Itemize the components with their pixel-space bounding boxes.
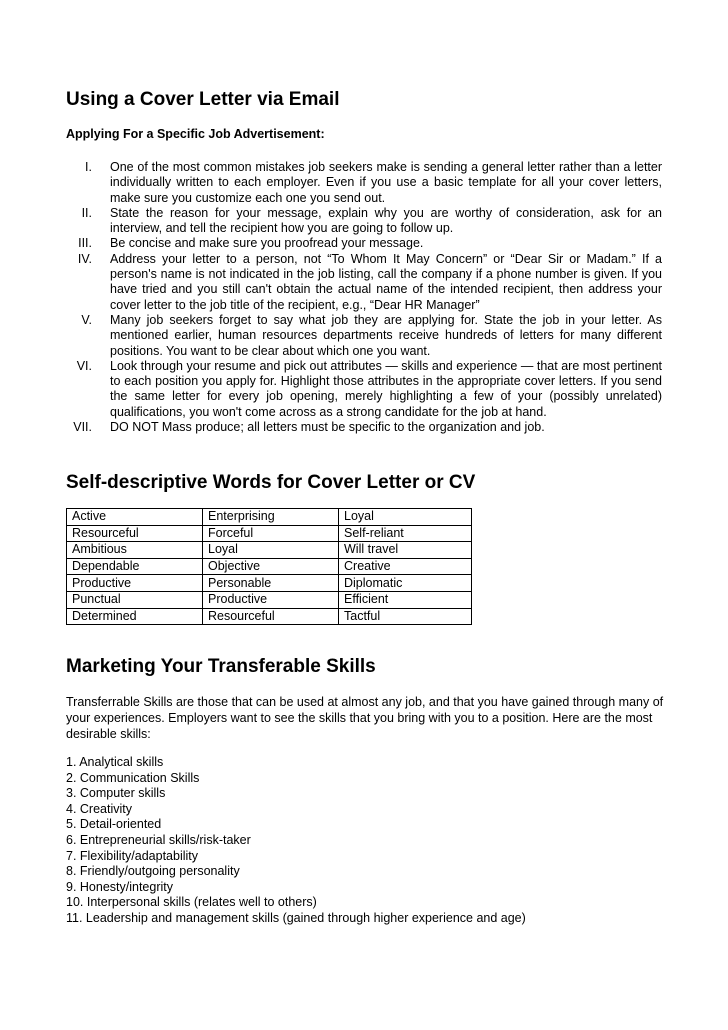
table-cell: Punctual: [67, 591, 203, 608]
list-item: 9. Honesty/integrity: [66, 879, 173, 894]
table-row: [67, 509, 472, 526]
list-item: [62, 160, 662, 206]
table-row: [67, 608, 472, 625]
self-descriptive-words-table: [66, 508, 472, 625]
list-item-text: DO NOT Mass produce; all letters must be specific to the organization and job.: [110, 420, 545, 435]
list-item: 3. Computer skills: [66, 786, 166, 801]
skills-intro-paragraph: Transferrable Skills are those that can be used at almost any job, and that you have gained through many of your experiences. Employers want to see the skills that you bring with you to a position. Here are the most desirable skills:: [66, 695, 664, 741]
table-cell: Loyal: [203, 542, 339, 559]
list-item: 1. Analytical skills: [66, 755, 164, 769]
list-item-number: I.: [85, 160, 92, 174]
list-item: [62, 420, 662, 435]
list-item-number: VI.: [76, 358, 92, 373]
list-item-number: V.: [81, 312, 92, 327]
list-item-number: III.: [78, 236, 92, 251]
skills-list: [66, 755, 526, 927]
list-item-text: One of the most common mistakes job seekers make is sending a general letter rather than a letter individually written to each employer. Even if you use a basic template for all your cover letters, make sure you customize each one you send out.: [110, 160, 662, 205]
subheading-specific-job: Applying For a Specific Job Advertisement:: [66, 127, 325, 141]
list-item: 4. Creativity: [66, 801, 132, 816]
table-cell: Productive: [67, 575, 203, 592]
list-item: [62, 206, 662, 237]
list-item-text: Look through your resume and pick out attributes — skills and experience — that are most pertinent to each position you apply for. Highlight those attributes in the appropriate cover letters. If you send the same letter for every job opening, merely highlighting a few of your (possibly unrelated) qualifications, you won't come across as a strong candidate for the job at hand.: [110, 358, 662, 419]
table-row: [67, 591, 472, 608]
list-item: [62, 252, 662, 313]
table-cell: Objective: [203, 558, 339, 575]
table-row: [67, 525, 472, 542]
table-cell: Forceful: [203, 525, 339, 542]
table-cell: Self-reliant: [339, 525, 472, 542]
table-cell: Efficient: [339, 591, 472, 608]
table-row: [67, 575, 472, 592]
list-item: [62, 236, 662, 251]
table-cell: Enterprising: [203, 509, 339, 526]
table-cell: Ambitious: [67, 542, 203, 559]
table-cell: Creative: [339, 558, 472, 575]
cover-letter-tips-list: [62, 160, 662, 435]
table-cell: Loyal: [339, 509, 472, 526]
list-item-text: State the reason for your message, explain why you are worthy of consideration, ask for an interview, and tell the recipient how you are going to follow up.: [110, 205, 662, 236]
list-item: 2. Communication Skills: [66, 770, 200, 785]
list-item: 8. Friendly/outgoing personality: [66, 864, 240, 879]
heading-self-descriptive-words: Self-descriptive Words for Cover Letter or CV: [66, 472, 476, 493]
list-item-number: II.: [81, 205, 92, 220]
heading-cover-letter-email: Using a Cover Letter via Email: [66, 89, 340, 110]
table-row: [67, 558, 472, 575]
list-item: 7. Flexibility/adaptability: [66, 848, 199, 863]
list-item: 10. Interpersonal skills (relates well to others): [66, 895, 317, 910]
table-cell: Active: [67, 509, 203, 526]
table-cell: Productive: [203, 591, 339, 608]
table-cell: Personable: [203, 575, 339, 592]
table-cell: Determined: [67, 608, 203, 625]
list-item: 5. Detail-oriented: [66, 817, 162, 832]
table-cell: Tactful: [339, 608, 472, 625]
table-cell: Resourceful: [67, 525, 203, 542]
list-item-number: VII.: [73, 420, 92, 435]
list-item: 6. Entrepreneurial skills/risk-taker: [66, 832, 251, 847]
table-cell: Will travel: [339, 542, 472, 559]
list-item: [62, 313, 662, 359]
list-item-text: Many job seekers forget to say what job they are applying for. State the job in your letter. As mentioned earlier, human resources departments receive hundreds of letters for many different positions. You want to be clear about which one you want.: [110, 312, 662, 358]
table-cell: Diplomatic: [339, 575, 472, 592]
table-row: [67, 542, 472, 559]
list-item-text: Be concise and make sure you proofread your message.: [110, 236, 424, 251]
list-item-number: IV.: [77, 251, 92, 266]
list-item: [62, 359, 662, 420]
list-item-text: Address your letter to a person, not “To Whom It May Concern” or “Dear Sir or Madam.” If a person's name is not indicated in the job listing, call the company if a phone number is given. If you have tried and you still can't obtain the actual name of the intended recipient, then address your cover letter to the job title of the recipient, e.g., “Dear HR Manager”: [110, 251, 662, 312]
table-cell: Resourceful: [203, 608, 339, 625]
table-cell: Dependable: [67, 558, 203, 575]
list-item: 11. Leadership and management skills (gained through higher experience and age): [66, 910, 526, 925]
heading-transferable-skills: Marketing Your Transferable Skills: [66, 656, 376, 677]
